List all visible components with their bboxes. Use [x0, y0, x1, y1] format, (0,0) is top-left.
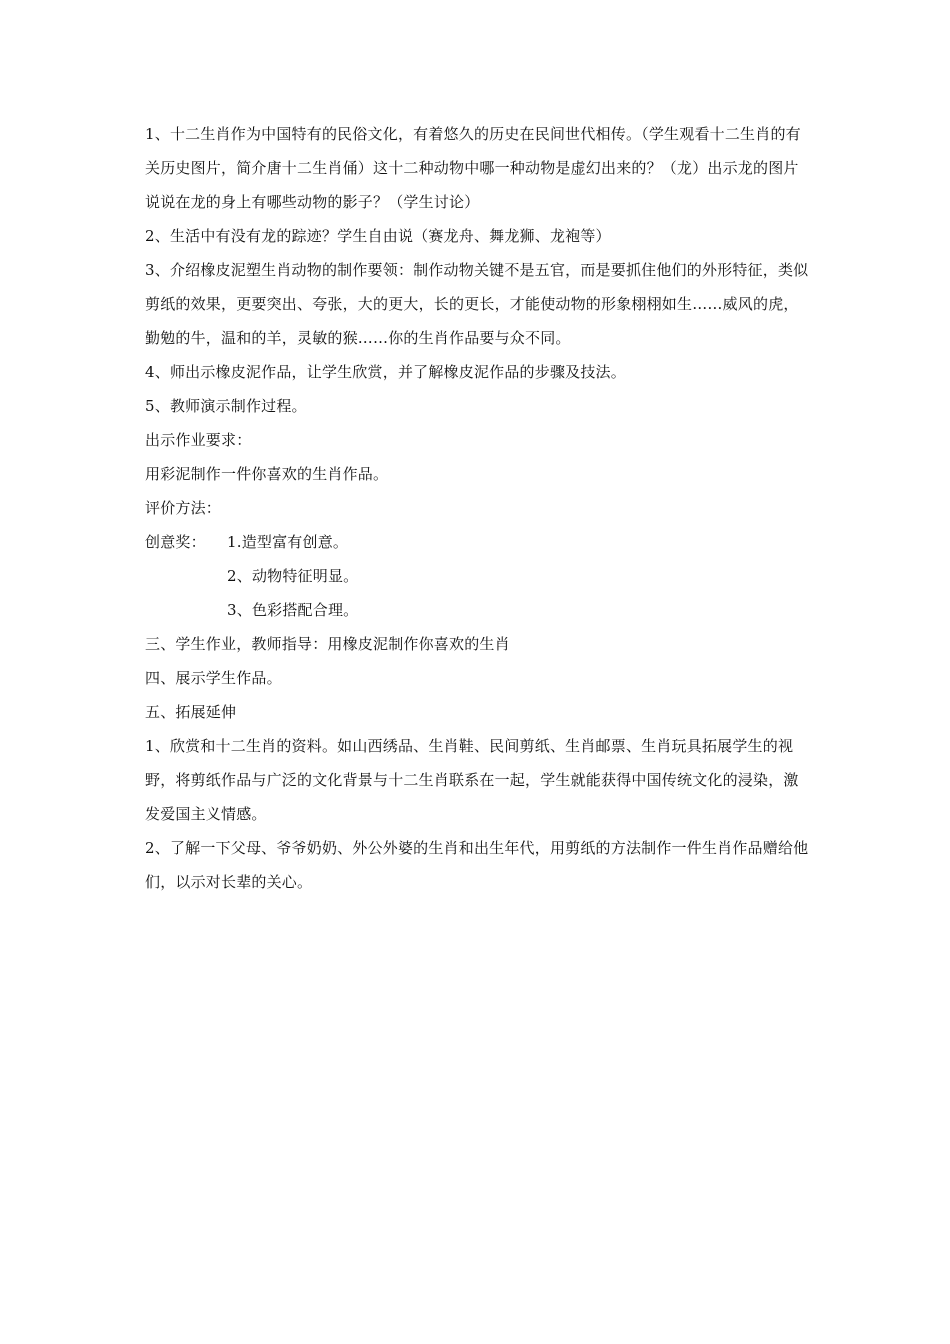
homework-text: 用彩泥制作一件你喜欢的生肖作品。 — [145, 465, 389, 483]
section-five: 五、拓展延伸 — [145, 703, 237, 721]
section-four: 四、展示学生作品。 — [145, 669, 282, 687]
paragraph-teacher-demo: 5、教师演示制作过程。 — [145, 397, 307, 415]
award-item-2: 2、动物特征明显。 — [227, 567, 359, 585]
paragraph-zodiac-history: 1、十二生肖作为中国特有的民俗文化，有着悠久的历史在民间世代相传。（学生观看十二生肖的有关历史图片，简介唐十二生肖俑）这十二种动物中哪一种动物是虚幻出来的？（龙）出示龙的图片说说在龙的身上有哪些动物的影子？（学生讨论） — [145, 125, 801, 211]
extension-item-1: 1、欣赏和十二生肖的资料。如山西绣品、生肖鞋、民间剪纸、生肖邮票、生肖玩具拓展学生的视野，将剪纸作品与广泛的文化背景与十二生肖联系在一起，学生就能获得中国传统文化的浸染，激发爱国主义情感。 — [145, 737, 799, 823]
section-three: 三、学生作业，教师指导：用橡皮泥制作你喜欢的生肖 — [145, 635, 510, 653]
evaluation-heading: 评价方法： — [145, 499, 222, 517]
award-row — [145, 525, 810, 559]
award-item-1: 1.造型富有创意。 — [227, 533, 349, 551]
award-label: 创意奖： — [145, 533, 206, 551]
document-body — [145, 117, 810, 899]
paragraph-dragon-traces: 2、生活中有没有龙的踪迹？学生自由说（赛龙舟、舞龙狮、龙袍等） — [145, 227, 611, 245]
extension-item-2: 2、了解一下父母、爷爷奶奶、外公外婆的生肖和出生年代，用剪纸的方法制作一件生肖作品赠给他们，以示对长辈的关心。 — [145, 839, 809, 891]
award-item-3: 3、色彩搭配合理。 — [227, 601, 359, 619]
homework-heading: 出示作业要求： — [145, 431, 252, 449]
paragraph-clay-technique: 3、介绍橡皮泥塑生肖动物的制作要领：制作动物关键不是五官，而是要抓住他们的外形特征，类似剪纸的效果，更要突出、夸张，大的更大，长的更长，才能使动物的形象栩栩如生……威风的虎，勤勉的牛，温和的羊，灵敏的猴……你的生肖作品要与众不同。 — [145, 261, 809, 347]
paragraph-teacher-shows-work: 4、师出示橡皮泥作品，让学生欣赏，并了解橡皮泥作品的步骤及技法。 — [145, 363, 626, 381]
